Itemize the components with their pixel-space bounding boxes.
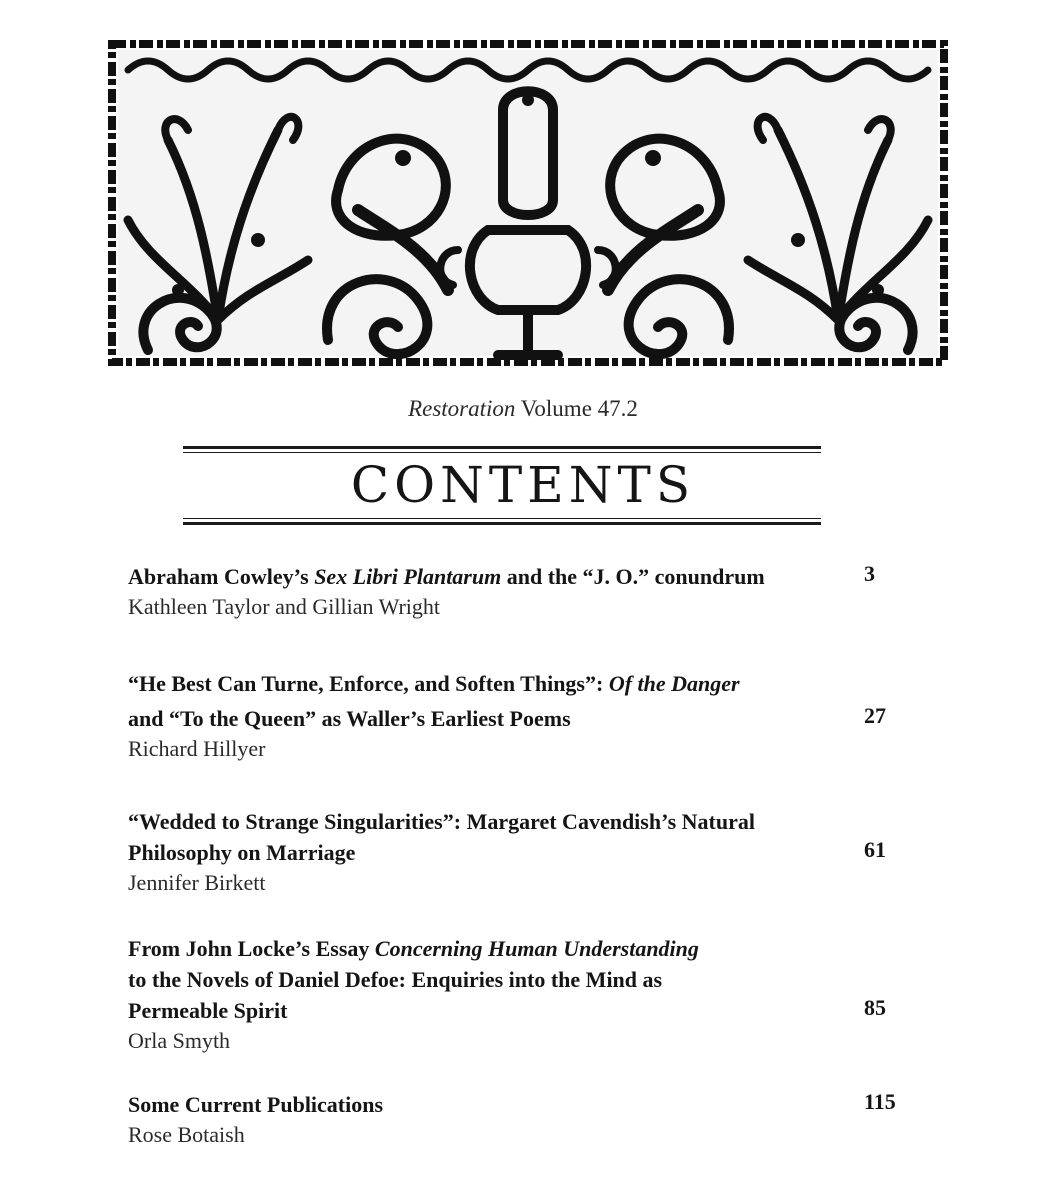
toc-entry[interactable] xyxy=(128,1089,918,1150)
toc-entry[interactable] xyxy=(128,933,918,1056)
top-rule xyxy=(183,446,821,453)
contents-heading: CONTENTS xyxy=(350,456,696,514)
entry-author: Kathleen Taylor and Gillian Wright xyxy=(128,594,441,619)
toc-entry[interactable] xyxy=(128,668,918,764)
volume-number: Volume 47.2 xyxy=(520,396,638,421)
entry-author: Jennifer Birkett xyxy=(128,870,266,895)
entry-page-number: 61 xyxy=(864,837,886,862)
entry-page-number: 115 xyxy=(864,1089,896,1114)
entry-author: Orla Smyth xyxy=(128,1028,231,1053)
entry-page-number: 3 xyxy=(864,561,875,586)
entry-title-line2: Philosophy on Marriage xyxy=(128,840,356,865)
entry-title-line2: to the Novels of Daniel Defoe: Enquiries into the Mind as xyxy=(128,967,663,992)
entry-title-line3: Permeable Spirit xyxy=(128,998,288,1023)
entry-title[interactable]: Some Current Publications xyxy=(128,1092,384,1117)
journal-name: Restoration xyxy=(408,396,516,421)
entry-title[interactable]: “He Best Can Turne, Enforce, and Soften Things”: Of the Danger xyxy=(128,671,740,696)
bottom-rule xyxy=(183,518,821,525)
entry-title[interactable]: “Wedded to Strange Singularities”: Margaret Cavendish’s Natural xyxy=(128,809,755,834)
toc-entry[interactable] xyxy=(128,561,918,622)
woodcut-ornament xyxy=(108,40,948,370)
entry-author: Rose Botaish xyxy=(128,1122,245,1147)
entry-page-number: 85 xyxy=(864,995,886,1020)
entry-author: Richard Hillyer xyxy=(128,736,266,761)
entry-title[interactable]: Abraham Cowley’s Sex Libri Plantarum and the “J. O.” conundrum xyxy=(128,564,765,589)
toc-entry[interactable] xyxy=(128,806,918,898)
entry-page-number: 27 xyxy=(864,703,886,728)
entry-title[interactable]: From John Locke’s Essay Concerning Human Understanding xyxy=(128,936,699,961)
volume-line xyxy=(0,396,1046,422)
entry-title-line2: and “To the Queen” as Waller’s Earliest Poems xyxy=(128,706,571,731)
